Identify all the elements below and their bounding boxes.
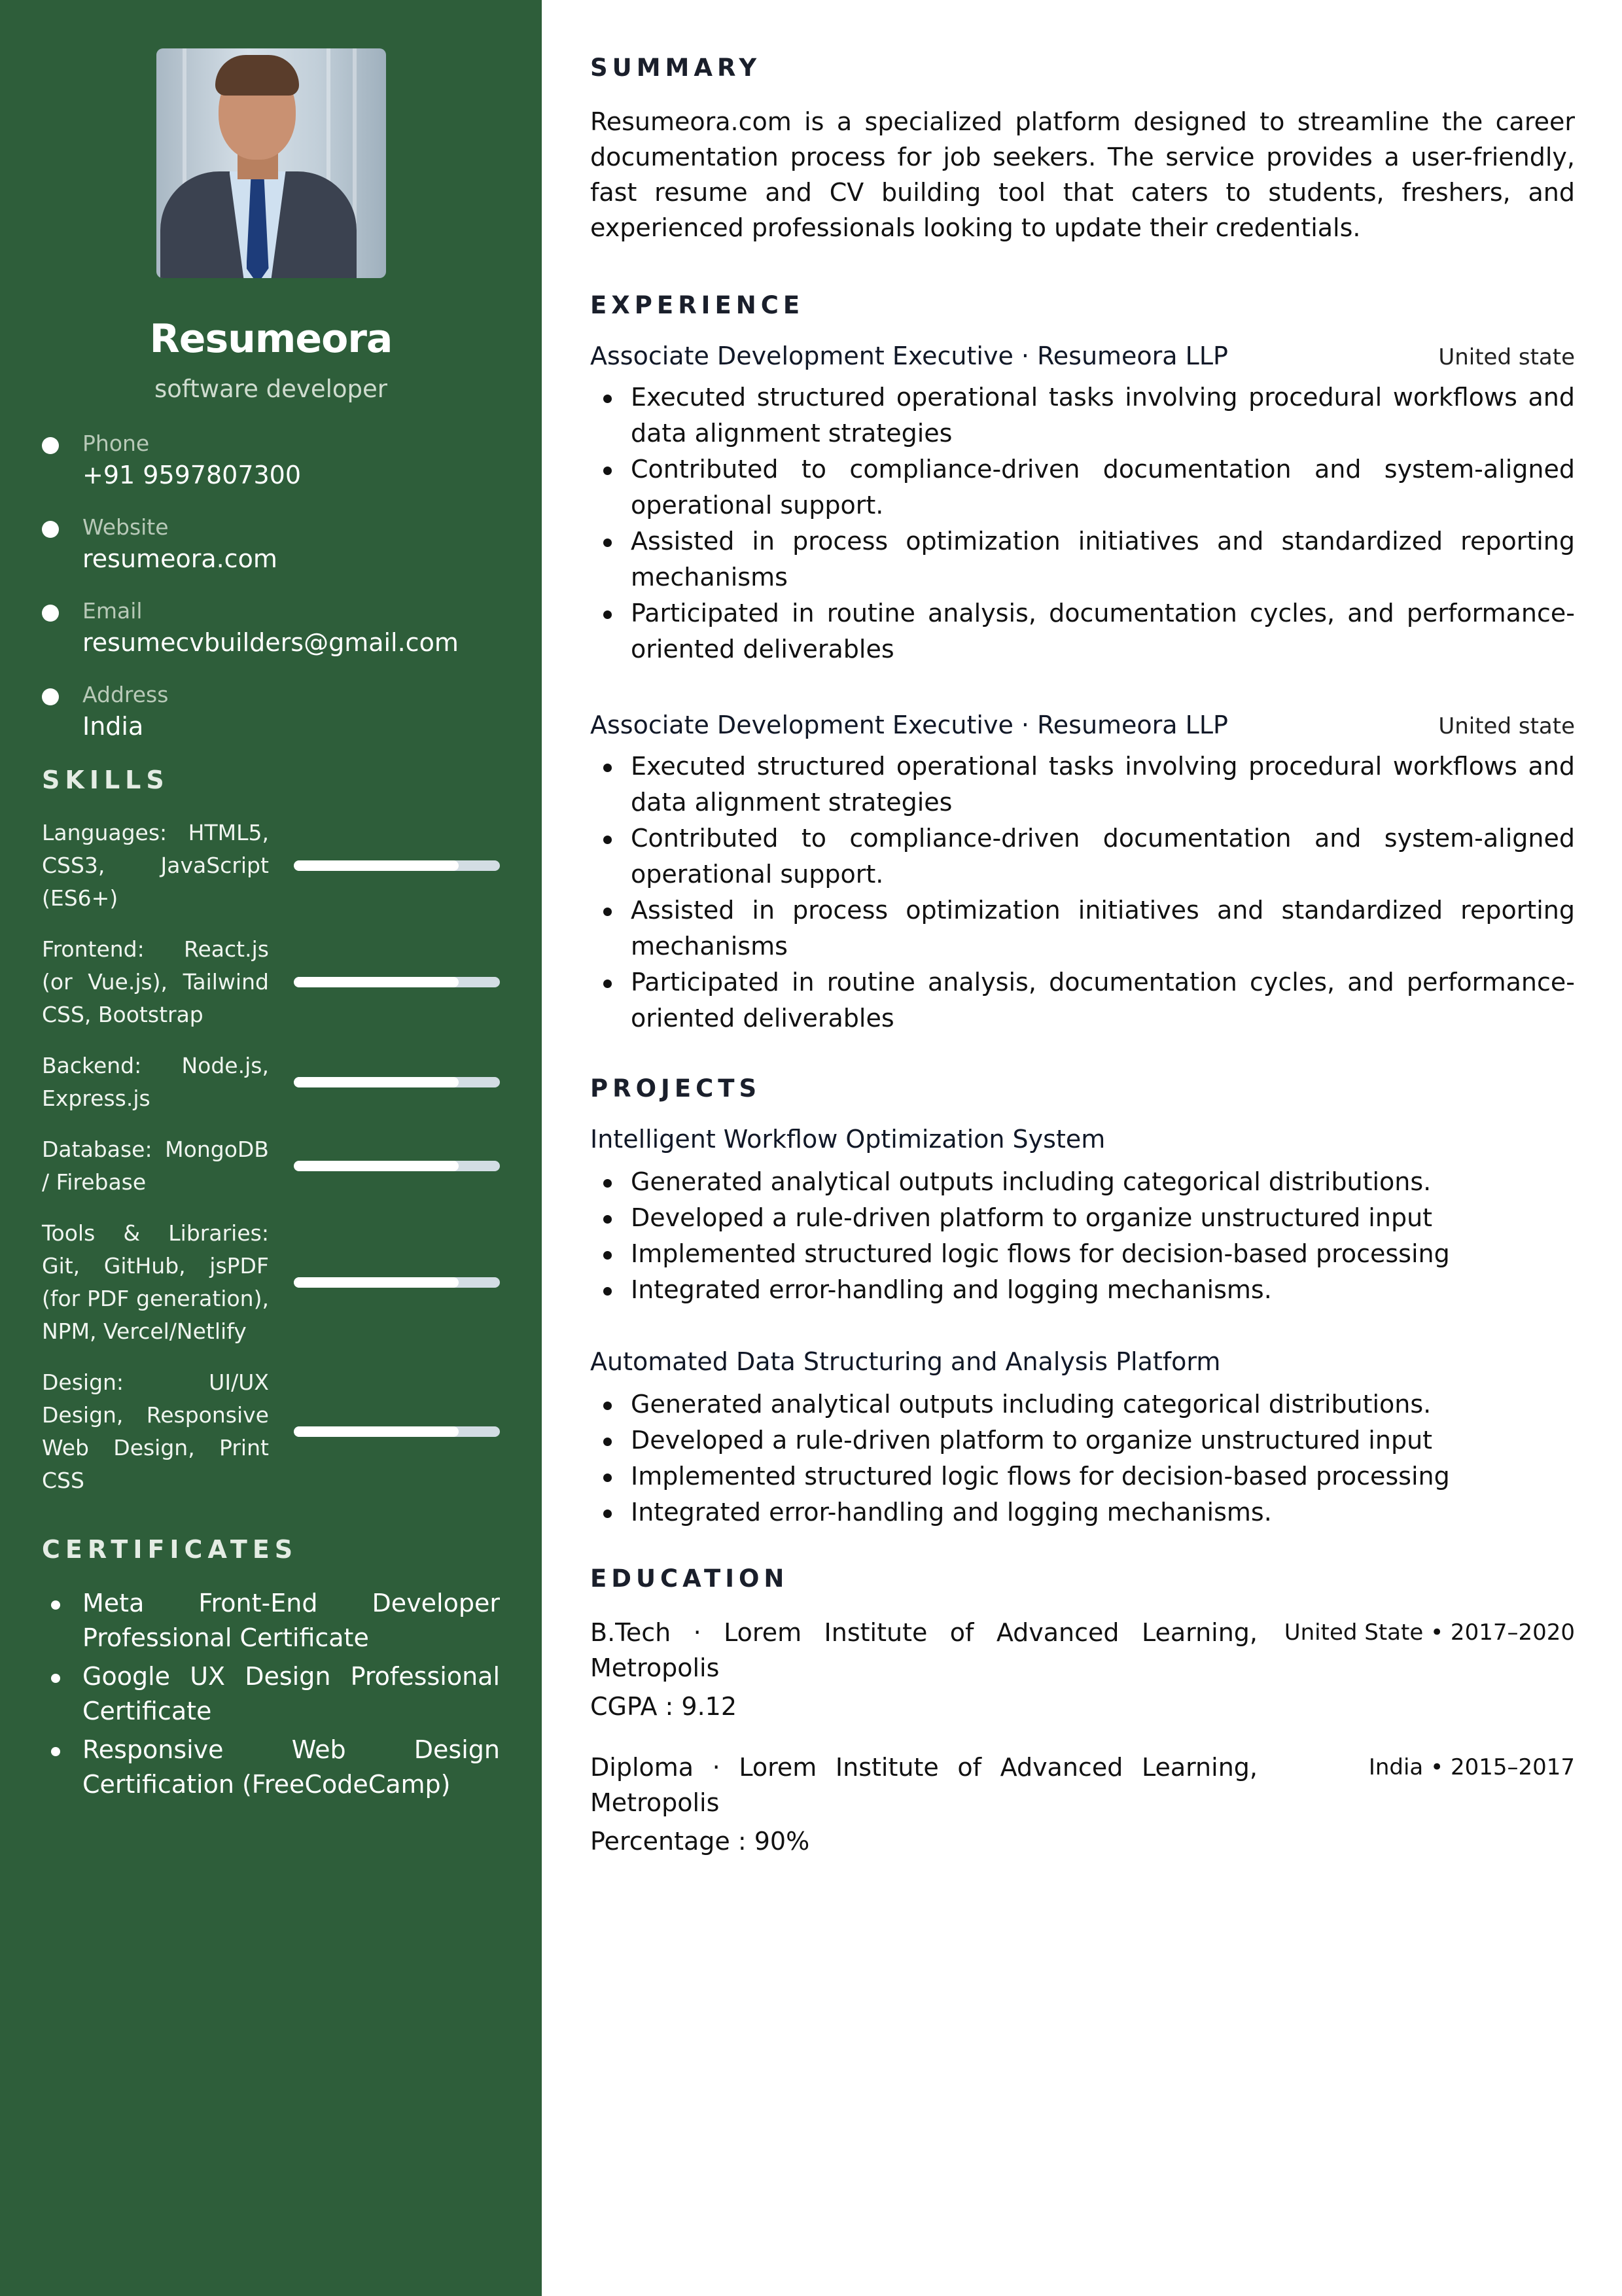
education-title: Diploma · Lorem Institute of Advanced Learning, Metropolis [590, 1753, 1258, 1817]
projects-heading: PROJECTS [590, 1074, 762, 1103]
job-location: United state [1438, 344, 1575, 370]
contact-label: Website [82, 514, 169, 540]
skill-row [42, 1133, 500, 1199]
education-header [590, 1615, 1575, 1686]
contact-email [42, 597, 500, 660]
bullet-item: Generated analytical outputs including categorical distributions. [590, 1386, 1575, 1422]
experience-list [590, 342, 1575, 1036]
bullet-dot-icon [42, 688, 59, 705]
bullet-item: Developed a rule-driven platform to organize unstructured input [590, 1200, 1575, 1236]
sidebar [0, 0, 542, 2296]
skill-text: Backend: Node.js, Express.js [42, 1053, 269, 1111]
bullet-dot-icon [42, 437, 59, 454]
job-header [590, 342, 1575, 370]
contact-address [42, 680, 500, 743]
education-title: B.Tech · Lorem Institute of Advanced Learning, Metropolis [590, 1618, 1258, 1682]
skills-list [42, 817, 500, 1497]
bullet-dot-icon [42, 521, 59, 538]
contact-website [42, 513, 500, 576]
skill-row [42, 1366, 500, 1497]
skill-text: Design: UI/UX Design, Responsive Web Design, Print CSS [42, 1369, 269, 1493]
bullet-item: Developed a rule-driven platform to organize unstructured input [590, 1422, 1575, 1458]
contact-label: Address [82, 682, 169, 707]
skill-text: Languages: HTML5, CSS3, JavaScript (ES6+) [42, 820, 269, 911]
certificates-list [42, 1586, 500, 1802]
job-bullets [590, 380, 1575, 667]
skill-level-bar [294, 1077, 500, 1087]
bullet-item: Integrated error-handling and logging mechanisms. [590, 1494, 1575, 1530]
bullet-item: Implemented structured logic flows for decision-based processing [590, 1236, 1575, 1272]
contact-label: Phone [82, 431, 150, 456]
profile-role: software developer [154, 375, 387, 403]
contact-value: India [82, 712, 144, 741]
bullet-item: Contributed to compliance-driven documentation and system-aligned operational support. [590, 821, 1575, 892]
skill-level-fill [294, 1277, 459, 1288]
main-content [542, 0, 1622, 2296]
profile-name: Resumeora [149, 316, 393, 362]
skill-level-bar [294, 1161, 500, 1171]
skill-level-fill [294, 977, 459, 987]
project-bullets [590, 1386, 1575, 1530]
skill-row [42, 933, 500, 1031]
contact-phone [42, 429, 500, 492]
education-heading: EDUCATION [590, 1564, 789, 1593]
education-header [590, 1750, 1575, 1820]
skill-level-fill [294, 1077, 459, 1087]
job-location: United state [1438, 713, 1575, 739]
project-title: Automated Data Structuring and Analysis Platform [590, 1347, 1221, 1376]
skill-level-bar [294, 860, 500, 871]
education-score: CGPA : 9.12 [590, 1692, 737, 1721]
contact-value: resumeora.com [82, 544, 277, 573]
bullet-item: Executed structured operational tasks involving procedural workflows and data alignment strategies [590, 749, 1575, 821]
bullet-item: Participated in routine analysis, documentation cycles, and performance-oriented deliverables [590, 595, 1575, 667]
job-header [590, 711, 1575, 739]
education-meta: United State • 2017–2020 [1284, 1619, 1575, 1646]
bullet-item: Integrated error-handling and logging mechanisms. [590, 1272, 1575, 1308]
education-score: Percentage : 90% [590, 1827, 810, 1856]
education-meta: India • 2015–2017 [1368, 1754, 1575, 1780]
certificate-item: Meta Front-End Developer Professional Certificate [42, 1586, 500, 1655]
skills-heading: SKILLS [42, 766, 169, 794]
contact-value: resumecvbuilders@gmail.com [82, 628, 459, 657]
contact-label: Email [82, 598, 143, 624]
certificate-item: Responsive Web Design Certification (FreeCodeCamp) [42, 1733, 500, 1802]
skill-level-bar [294, 1277, 500, 1288]
bullet-item: Participated in routine analysis, documentation cycles, and performance-oriented deliverables [590, 964, 1575, 1036]
certificate-item: Google UX Design Professional Certificate [42, 1659, 500, 1729]
bullet-dot-icon [42, 605, 59, 622]
bullet-item: Contributed to compliance-driven documentation and system-aligned operational support. [590, 451, 1575, 523]
profile-photo [156, 48, 386, 278]
job-title: Associate Development Executive · Resumeora LLP [590, 711, 1228, 739]
certificates-heading: CERTIFICATES [42, 1535, 298, 1564]
skill-text: Tools & Libraries: Git, GitHub, jsPDF (for PDF generation), NPM, Vercel/Netlify [42, 1220, 269, 1344]
bullet-item: Assisted in process optimization initiatives and standardized reporting mechanisms [590, 523, 1575, 595]
project-title: Intelligent Workflow Optimization System [590, 1125, 1106, 1154]
summary-heading: SUMMARY [590, 54, 762, 82]
skill-level-bar [294, 977, 500, 987]
skill-level-fill [294, 860, 459, 871]
skill-row [42, 817, 500, 915]
project-bullets [590, 1164, 1575, 1308]
education-list [590, 1615, 1575, 1860]
skill-row [42, 1217, 500, 1348]
contact-value: +91 9597807300 [82, 461, 302, 489]
job-bullets [590, 749, 1575, 1036]
contact-list [42, 429, 500, 743]
projects-list [590, 1125, 1575, 1530]
skill-row [42, 1050, 500, 1115]
bullet-item: Assisted in process optimization initiatives and standardized reporting mechanisms [590, 892, 1575, 964]
bullet-item: Executed structured operational tasks involving procedural workflows and data alignment strategies [590, 380, 1575, 451]
skill-level-bar [294, 1426, 500, 1437]
skill-text: Frontend: React.js (or Vue.js), Tailwind CSS, Bootstrap [42, 936, 269, 1027]
bullet-item: Implemented structured logic flows for decision-based processing [590, 1458, 1575, 1494]
experience-heading: EXPERIENCE [590, 291, 805, 319]
summary-text: Resumeora.com is a specialized platform designed to streamline the career documentation process for job seekers. The service provides a user-friendly, fast resume and CV building tool that caters to students, freshers, and experienced professionals looking to update their credentials. [590, 107, 1575, 242]
skill-text: Database: MongoDB / Firebase [42, 1137, 269, 1195]
skill-level-fill [294, 1426, 459, 1437]
job-title: Associate Development Executive · Resumeora LLP [590, 342, 1228, 370]
bullet-item: Generated analytical outputs including categorical distributions. [590, 1164, 1575, 1200]
skill-level-fill [294, 1161, 459, 1171]
